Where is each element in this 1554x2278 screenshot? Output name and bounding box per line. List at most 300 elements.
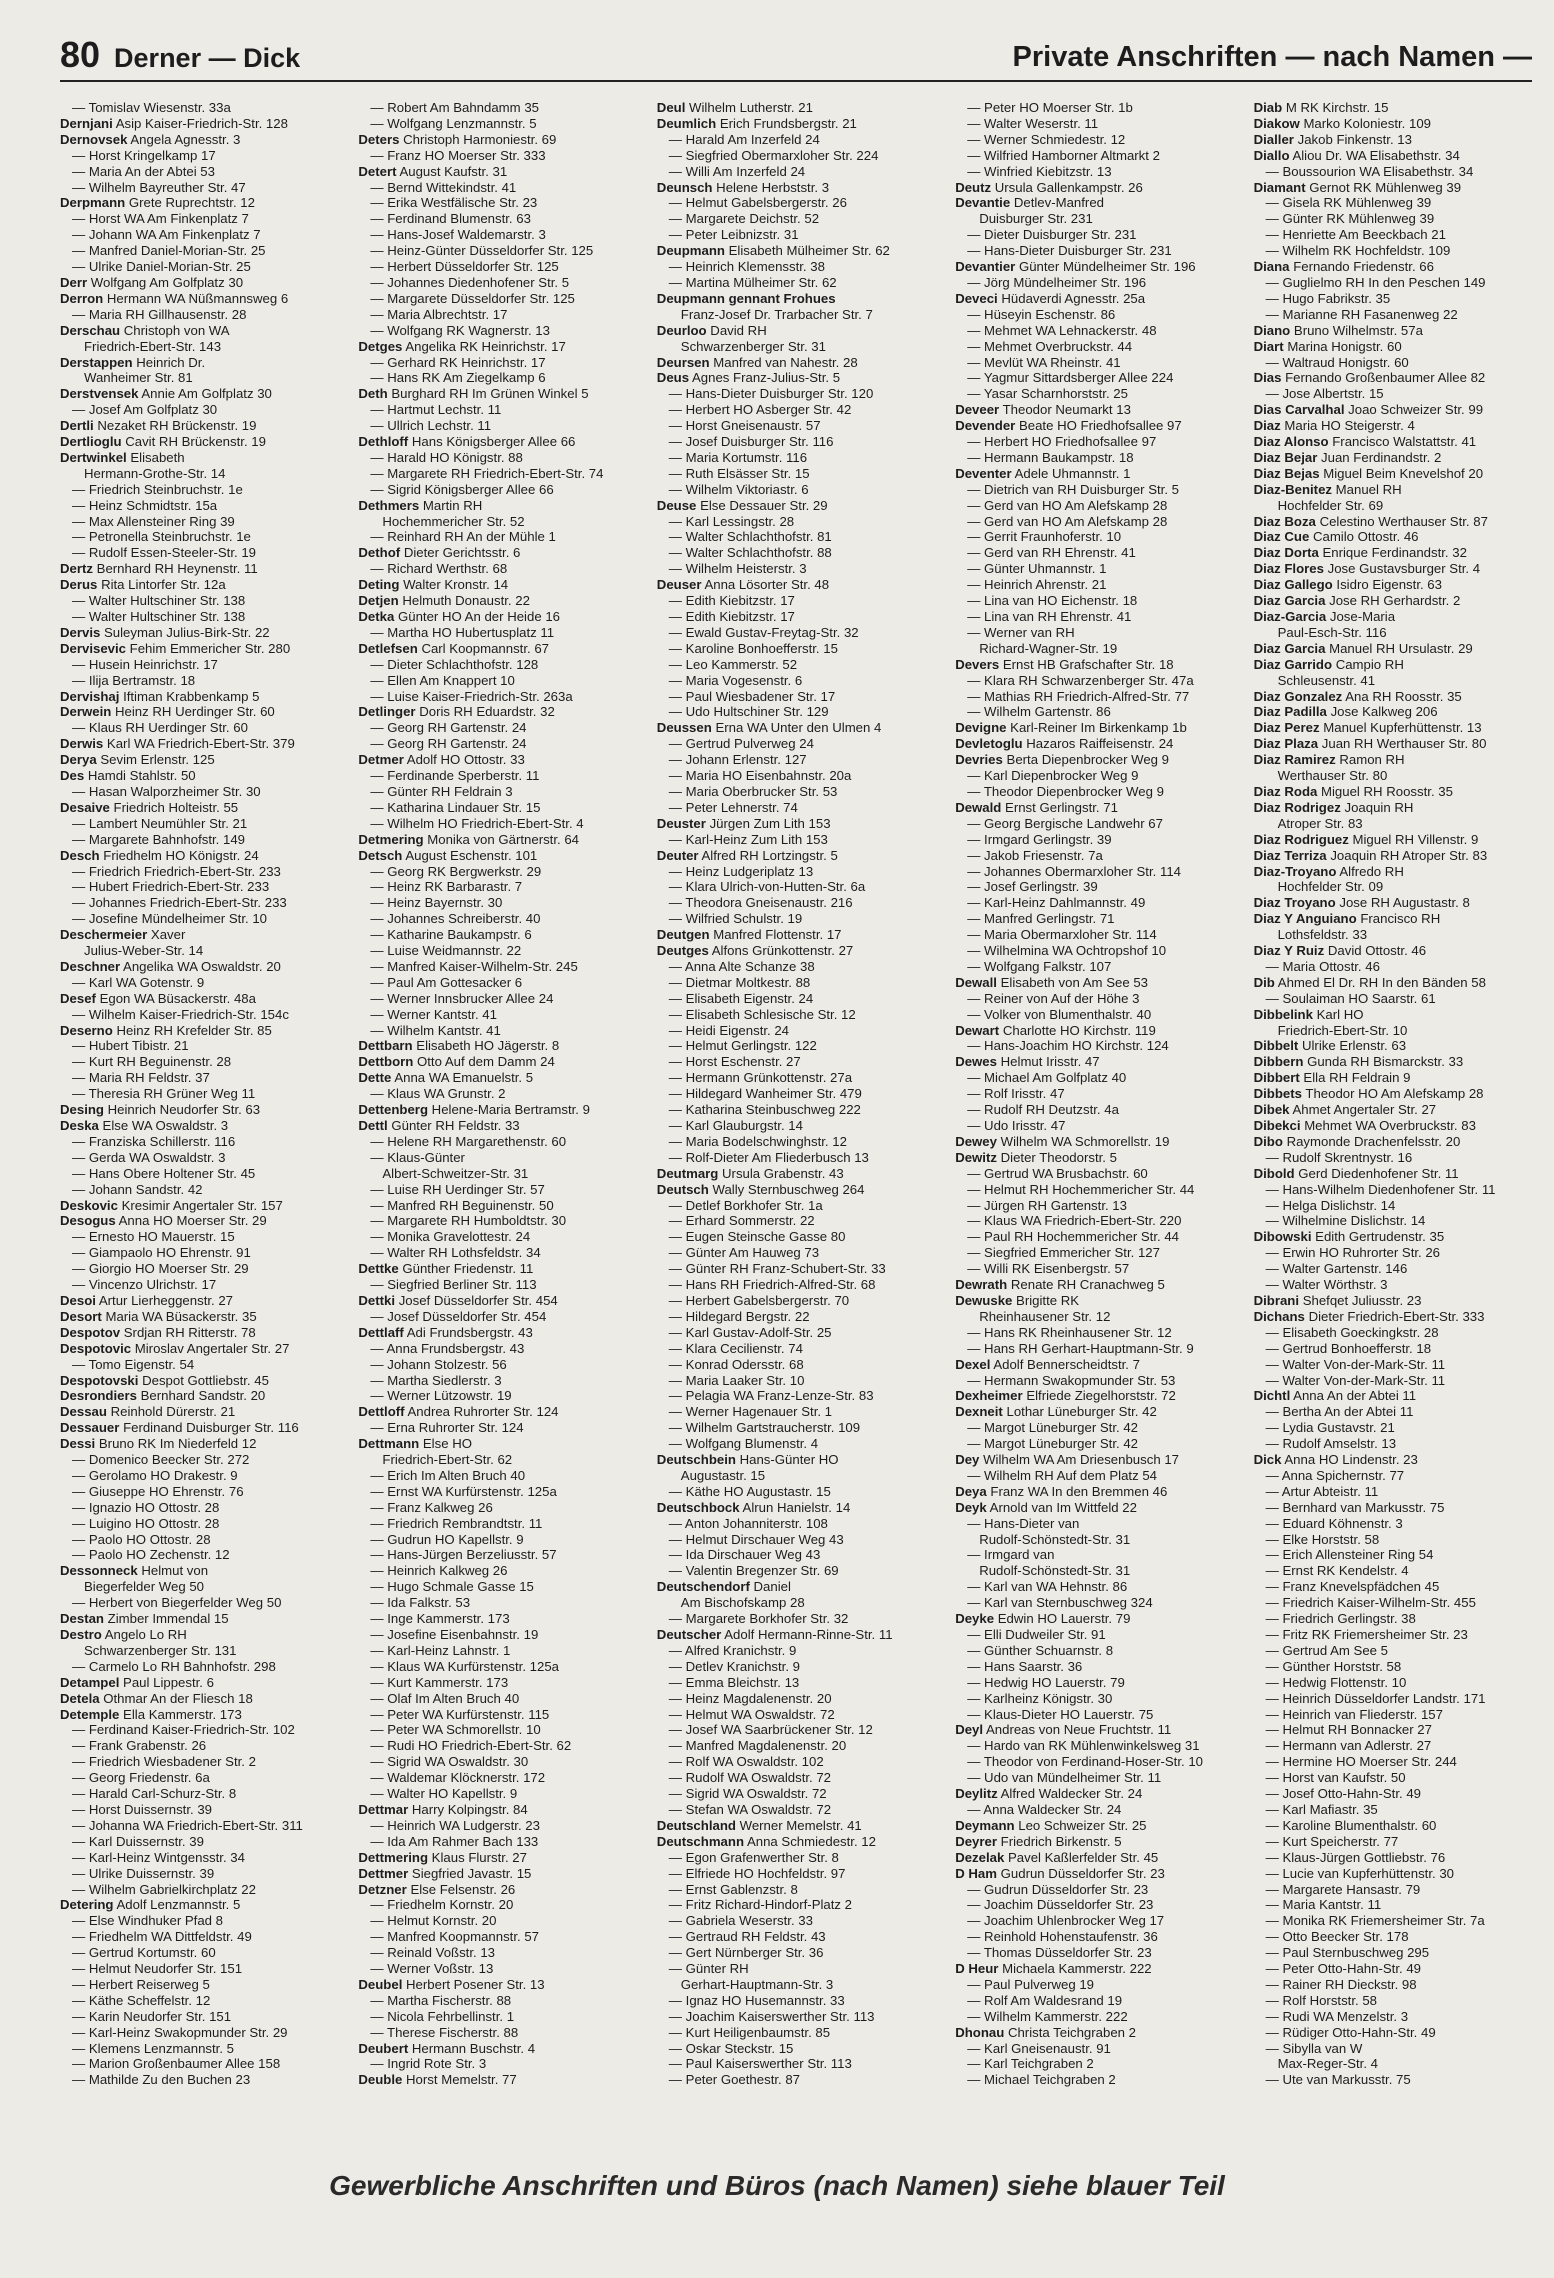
directory-entry (657, 100, 937, 116)
directory-entry: — Monika Gravelottestr. 24 (370, 1229, 531, 1245)
entry-details: Ulrike Erlenstr. 63 (1301, 1038, 1407, 1054)
directory-entry: — Josef Otto-Hahn-Str. 49 (1265, 1786, 1421, 1802)
directory-entry: — Hans-Dieter Duisburger Str. 231 (967, 243, 1172, 259)
directory-entry: — Ewald Gustav-Freytag-Str. 32 (668, 624, 859, 640)
directory-entry: — Reinald Voßstr. 13 (370, 1945, 496, 1961)
directory-entry (1254, 132, 1534, 148)
directory-entry (955, 657, 1235, 673)
directory-entry: — Peter WA Schmorellstr. 10 (370, 1722, 541, 1738)
directory-entry: — Peter HO Moerser Str. 1b (967, 100, 1133, 115)
entry-details: Grete Ruprechtstr. 12 (128, 195, 255, 211)
entry-details: Günter RK Mühlenweg 39 (1282, 211, 1435, 227)
entry-details: Else HO (422, 1436, 472, 1452)
entry-details: Angelika WA Oswaldstr. 20 (123, 958, 281, 974)
directory-entry: — Volker von Blumenthalstr. 40 (967, 1006, 1152, 1022)
entry-details: Peter HO Moerser Str. 1b (984, 100, 1133, 115)
directory-entry (955, 1404, 1235, 1420)
entry-details: Gabriela Weserstr. 33 (685, 1913, 813, 1929)
entry-details: Klemens Lenzmannstr. 5 (88, 2040, 234, 2056)
directory-entry: — Karl Gneisenaustr. 91 (967, 2040, 1111, 2056)
directory-entry: — Friedhelm WA Dittfeldstr. 49 (72, 1929, 252, 1945)
entry-details: Günther Schuarnstr. 8 (984, 1642, 1114, 1658)
entry-details: Hans RH Gerhart-Hauptmann-Str. 9 (984, 1340, 1194, 1356)
entry-details: Annie Am Golfplatz 30 (141, 386, 272, 402)
directory-entry: — Gert Nürnberger Str. 36 (668, 1945, 824, 1961)
entry-details: Olaf Im Alten Bruch 40 (387, 1690, 520, 1706)
entry-details: Johannes Friedrich-Ebert-Str. 233 (88, 895, 287, 911)
directory-entry: — Waltraud Honigstr. 60 (1265, 354, 1409, 370)
entry-details: Rolf Irisstr. 47 (984, 1086, 1065, 1102)
entry-continuation: Schleusenstr. 41 (1277, 672, 1376, 688)
entry-details: Else Windhuker Pfad 8 (88, 1913, 224, 1929)
entry-details: Eduard Köhnenstr. 3 (1282, 1515, 1403, 1531)
directory-entry (358, 1850, 638, 1866)
entry-details: Walter Hultschiner Str. 138 (88, 609, 246, 624)
entry-continuation: Friedrich-Ebert-Str. 10 (1277, 1022, 1408, 1038)
directory-entry: — Walter Von-der-Mark-Str. 11 (1265, 1372, 1446, 1388)
entry-details: Katharina Lindauer Str. 15 (387, 799, 541, 815)
directory-entry (955, 211, 1235, 227)
directory-entry (657, 1595, 937, 1611)
directory-entry (657, 243, 937, 259)
directory-entry: — Anna Waldecker Str. 24 (967, 1801, 1122, 1817)
directory-entry (955, 1532, 1235, 1548)
directory-entry: — Olaf Im Alten Bruch 40 (370, 1690, 520, 1706)
directory-entry: — Gerrit Fraunhoferstr. 10 (967, 529, 1122, 545)
directory-entry (60, 1325, 340, 1341)
directory-entry (1254, 609, 1534, 625)
entry-details: Hermann Buschstr. 4 (411, 2040, 536, 2056)
entry-details: Marko Koloniestr. 109 (1303, 115, 1431, 131)
directory-entry: — Edith Kiebitzstr. 17 (668, 609, 795, 624)
entry-details: Detlev Kranichstr. 9 (685, 1658, 800, 1674)
directory-entry: — Ernst WA Kurfürstenstr. 125a (370, 1483, 557, 1499)
entry-details: Hugo Fabrikstr. 35 (1282, 290, 1391, 306)
directory-entry: — Bernhard van Markusstr. 75 (1265, 1499, 1445, 1515)
directory-entry: — Georg RH Gartenstr. 24 (370, 720, 527, 736)
entry-details: Heinrich WA Ludgerstr. 23 (387, 1817, 540, 1833)
directory-entry (1254, 370, 1534, 386)
entry-details: Elfriede HO Hochfeldstr. 97 (685, 1865, 846, 1881)
directory-entry: — Helmut Gabelsbergerstr. 26 (668, 195, 847, 211)
entry-details: Günter RH Feldrain 3 (387, 783, 513, 799)
directory-entry: — Heinz RK Barbarastr. 7 (370, 879, 523, 895)
entry-continuation: Hermann-Grothe-Str. 14 (84, 465, 226, 481)
directory-entry (955, 195, 1235, 211)
entry-details: Bertha An der Abtei 11 (1282, 1404, 1414, 1420)
directory-entry (358, 386, 638, 402)
directory-entry (657, 323, 937, 339)
entry-surname: Dewald (955, 799, 1002, 815)
directory-entry: — Werner Schmiedestr. 12 (967, 131, 1126, 147)
entry-surname: Dertlioglu (60, 434, 122, 450)
entry-details: Karoline Blumenthalstr. 60 (1282, 1817, 1437, 1833)
entry-details: Klaus WA Kurfürstenstr. 125a (387, 1658, 560, 1674)
entry-surname: Destan (60, 1611, 104, 1627)
entry-details: Helmut Kornstr. 20 (387, 1913, 497, 1929)
entry-details: Josef Otto-Hahn-Str. 49 (1282, 1786, 1421, 1802)
directory-entry: — Werner Innsbrucker Allee 24 (370, 990, 554, 1006)
entry-details: Angelika RK Heinrichstr. 17 (405, 338, 566, 354)
entry-surname: Dervishaj (60, 688, 120, 704)
entry-details: Monika RK Friemersheimer Str. 7a (1282, 1913, 1485, 1929)
entry-continuation: Hochfelder Str. 09 (1277, 879, 1384, 895)
entry-details: Walter HO Kapellstr. 9 (387, 1786, 518, 1802)
entry-details: Hans-Dieter van (984, 1515, 1080, 1531)
directory-entry: — Wilhelm Gartstraucherstr. 109 (668, 1420, 861, 1436)
entry-surname: Deuble (358, 2072, 403, 2088)
entry-details: Arnold van Im Wittfeld 22 (989, 1499, 1137, 1515)
directory-entry: — Mathias RH Friedrich-Alfred-Str. 77 (967, 688, 1190, 704)
entry-details: Gerolamo HO Drakestr. 9 (88, 1467, 238, 1483)
entry-surname: Dette (358, 1070, 392, 1086)
entry-details: Mathias RH Friedrich-Alfred-Str. 77 (984, 688, 1190, 704)
directory-entry: — Hardo van RK Mühlenwinkelsweg 31 (967, 1738, 1200, 1754)
entry-details: Dieter Schlachthofstr. 128 (387, 656, 539, 672)
entry-surname: Diamant (1253, 179, 1306, 195)
entry-surname: Deutmarg (656, 1165, 719, 1181)
directory-entry: — Paul Kaiserswerther Str. 113 (668, 2056, 852, 2072)
entry-details: Valentin Bregenzer Str. 69 (685, 1563, 839, 1579)
entry-details: Ernst RK Kendelstr. 4 (1282, 1563, 1409, 1579)
entry-continuation: Biegerfelder Weg 50 (84, 1579, 204, 1595)
entry-surname: Deus (656, 370, 690, 386)
directory-entry: — Ullrich Lechstr. 11 (370, 418, 492, 434)
entry-details: Helmut Neudorfer Str. 151 (88, 1961, 243, 1977)
entry-details: Karl WA Friedrich-Ebert-Str. 379 (106, 736, 295, 752)
directory-entry (1254, 498, 1534, 514)
entry-surname: Devigne (955, 720, 1007, 736)
entry-details: Ernesto HO Mauerstr. 15 (88, 1229, 235, 1245)
entry-details: Othmar An der Fliesch 18 (103, 1690, 253, 1706)
entry-surname: Derpmann (60, 195, 126, 211)
entry-details: Werner Kantstr. 41 (387, 1006, 497, 1022)
directory-entry: — Hans RH Gerhart-Hauptmann-Str. 9 (967, 1340, 1194, 1356)
entry-details: Ellen Am Knappert 10 (387, 672, 515, 688)
entry-details: Herbert von Biegerfelder Weg 50 (88, 1595, 282, 1611)
entry-details: Gerd Diedenhofener Str. 11 (1298, 1165, 1459, 1181)
directory-entry: — Rudi WA Menzelstr. 3 (1265, 2008, 1409, 2024)
entry-details: Gerd van HO Am Alefskamp 28 (984, 497, 1168, 513)
entry-details: Ursula Gallenkampstr. 26 (994, 179, 1143, 195)
entry-details: Yasar Scharnhorststr. 25 (983, 386, 1128, 402)
entry-details: Paul Lippestr. 6 (123, 1674, 214, 1690)
directory-entry: — Gerd van HO Am Alefskamp 28 (967, 497, 1168, 513)
entry-surname: Deutscher (656, 1627, 722, 1642)
entry-details: Helmut WA Oswaldstr. 72 (685, 1706, 835, 1722)
directory-entry: — Hüseyin Eschenstr. 86 (967, 306, 1116, 322)
directory-entry: — Herbert HO Asberger Str. 42 (668, 402, 852, 418)
entry-details: Karl Lessingstr. 28 (685, 513, 795, 529)
directory-entry (657, 1818, 937, 1834)
entry-details: Martina Mülheimer Str. 62 (685, 274, 837, 290)
entry-details: Johann WA Am Finkenplatz 7 (88, 227, 261, 243)
directory-entry: — Paul RH Hochemmericher Str. 44 (967, 1229, 1179, 1245)
directory-entry (60, 768, 340, 784)
entry-details: Wilhelm Gartstraucherstr. 109 (685, 1420, 861, 1436)
entry-details: Elisabeth Mülheimer Str. 62 (728, 243, 890, 259)
entry-surname: Diaz Garrido (1253, 656, 1333, 672)
directory-entry: — Hans-Dieter van (967, 1515, 1080, 1531)
directory-entry: — Karl Teichgraben 2 (967, 2056, 1094, 2072)
entry-details: Mehmet Overbruckstr. 44 (984, 338, 1133, 354)
directory-entry: — Hans Saarstr. 36 (967, 1658, 1083, 1674)
directory-entry: — Jürgen RH Gartenstr. 13 (967, 1197, 1127, 1213)
directory-entry: — Alfred Kranichstr. 9 (668, 1642, 797, 1658)
directory-entry (955, 1850, 1235, 1866)
entry-details: Juan RH Werthauser Str. 80 (1321, 736, 1487, 752)
directory-entry (657, 291, 937, 307)
entry-details: Hans Saarstr. 36 (984, 1658, 1083, 1674)
directory-entry: — Vincenzo Ulrichstr. 17 (72, 1277, 217, 1293)
directory-entry: — Karl Lessingstr. 28 (668, 513, 795, 529)
directory-entry: — Paolo HO Zechenstr. 12 (72, 1547, 230, 1563)
entry-details: Luise RH Uerdinger Str. 57 (387, 1181, 545, 1197)
entry-continuation: Franz-Josef Dr. Trarbacher Str. 7 (680, 306, 873, 322)
entry-details: Wolfgang Blumenstr. 4 (685, 1436, 819, 1452)
entry-details: Josef Am Golfplatz 30 (88, 402, 218, 418)
directory-entry (1254, 1023, 1534, 1039)
directory-entry: — Hans-Wilhelm Diedenhofener Str. 11 (1265, 1181, 1496, 1197)
directory-entry: — Klaus WA Kurfürstenstr. 125a (370, 1658, 560, 1674)
entry-details: Rudi HO Friedrich-Ebert-Str. 62 (387, 1738, 572, 1754)
entry-details: Edith Kiebitzstr. 17 (685, 593, 795, 609)
directory-entry (657, 116, 937, 132)
directory-entry: — Margarete Düsseldorfer Str. 125 (370, 290, 575, 306)
entry-details: Beate HO Friedhofsallee 97 (1018, 418, 1182, 434)
entry-details: Ernst Gerlingstr. 71 (1005, 799, 1118, 815)
entry-details: Wilhelm Kantstr. 41 (387, 1022, 501, 1038)
entry-details: Katharine Baukampstr. 6 (387, 927, 532, 943)
directory-entry: — Karl WA Gotenstr. 9 (72, 974, 205, 990)
entry-details: Günter RH Feldstr. 33 (391, 1118, 520, 1133)
entry-details: Karl Gneisenaustr. 91 (984, 2040, 1111, 2056)
entry-details: Klaus RH Uerdinger Str. 60 (88, 720, 248, 736)
directory-entry: — Jörg Mündelheimer Str. 196 (967, 274, 1147, 290)
directory-entry (60, 1102, 340, 1118)
entry-details: Reinhard RH An der Mühle 1 (387, 529, 556, 545)
entry-surname: Dewuske (955, 1292, 1013, 1308)
entry-details: Pelagia WA Franz-Lenze-Str. 83 (685, 1388, 874, 1404)
directory-entry (60, 1707, 340, 1723)
entry-details: Helene Herbststr. 3 (716, 179, 830, 195)
entry-details: Hugo Schmale Gasse 15 (387, 1579, 534, 1595)
entry-details: Käthe Scheffelstr. 12 (88, 1992, 211, 2008)
entry-surname: Deuser (656, 577, 702, 593)
entry-details: Harald Am Inzerfeld 24 (685, 131, 820, 147)
entry-details: Hans RK Rheinhausener Str. 12 (984, 1324, 1172, 1340)
directory-entry: — Giorgio HO Moerser Str. 29 (72, 1261, 249, 1277)
directory-entry (1254, 2056, 1534, 2072)
directory-entry: — Klaus-Günter (370, 1149, 465, 1165)
entry-details: Heinrich Düsseldorfer Landstr. 171 (1282, 1690, 1486, 1706)
directory-entry (60, 736, 340, 752)
entry-details: Yagmur Sittardsberger Allee 224 (983, 370, 1174, 386)
directory-entry: — Wilhelm Kantstr. 41 (370, 1022, 501, 1038)
directory-entry (657, 355, 937, 371)
entry-details: Walter Wörthstr. 3 (1282, 1277, 1388, 1293)
directory-entry (955, 1818, 1235, 1834)
entry-details: David RH (710, 322, 767, 338)
entry-details: Josefine Mündelheimer Str. 10 (88, 911, 267, 927)
directory-entry: — Walter RH Lothsfeldstr. 34 (370, 1245, 541, 1261)
directory-entry (60, 1675, 340, 1691)
directory-entry: — Heinz Bayernstr. 30 (370, 895, 503, 911)
entry-details: Maria Bodelschwinghstr. 12 (685, 1133, 847, 1149)
entry-details: Rudolf Essen-Steeler-Str. 19 (88, 545, 256, 561)
entry-details: Ernst WA Kurfürstenstr. 125a (387, 1483, 557, 1499)
entry-details: Frank Grabenstr. 26 (88, 1738, 207, 1754)
entry-details: Kurt RH Beguinenstr. 28 (88, 1054, 232, 1070)
directory-entry: — Günther Horststr. 58 (1265, 1658, 1402, 1674)
directory-entry: — Manfred Kaiser-Wilhelm-Str. 245 (370, 958, 578, 974)
entry-details: Tomislav Wiesenstr. 33a (88, 100, 231, 115)
directory-entry: — Herbert Düsseldorfer Str. 125 (370, 259, 559, 275)
entry-surname: Deserno (60, 1022, 113, 1038)
entry-continuation: Paul-Esch-Str. 116 (1277, 624, 1387, 640)
entry-surname: Dettloff (358, 1404, 405, 1420)
entry-surname: Diaz Roda (1253, 783, 1318, 799)
directory-entry: — Wolfgang Blumenstr. 4 (668, 1436, 819, 1452)
directory-entry: — Horst Eschenstr. 27 (668, 1054, 801, 1070)
directory-entry (657, 1182, 937, 1198)
entry-surname: Deutschbock (656, 1499, 740, 1515)
directory-entry (358, 704, 638, 720)
directory-entry (60, 1213, 340, 1229)
directory-entry (1254, 736, 1534, 752)
entry-surname: Devantie (955, 195, 1011, 211)
entry-details: Burghard RH Im Grünen Winkel 5 (391, 386, 589, 402)
entry-details: Manfred van Nahestr. 28 (713, 354, 858, 370)
directory-entry: — Walter Weserstr. 11 (967, 115, 1099, 131)
entry-details: Waltraud Honigstr. 60 (1282, 354, 1409, 370)
directory-entry (657, 1166, 937, 1182)
entry-details: Monika Gravelottestr. 24 (387, 1229, 531, 1245)
directory-entry (60, 466, 340, 482)
directory-entry (1254, 529, 1534, 545)
entry-details: Mehmet WA Lehnackerstr. 48 (984, 322, 1157, 338)
entry-details: Paolo HO Zechenstr. 12 (88, 1547, 230, 1563)
directory-entry: — Maria Kantstr. 11 (1265, 1897, 1382, 1913)
entry-details: Wolfgang Am Golfplatz 30 (90, 274, 244, 290)
directory-entry (60, 1388, 340, 1404)
directory-entry: — Ernesto HO Mauerstr. 15 (72, 1229, 235, 1245)
directory-entry: — Günter RH Franz-Schubert-Str. 33 (668, 1261, 886, 1277)
directory-entry: — Josefine Eisenbahnstr. 19 (370, 1627, 539, 1642)
entry-details: Nezaket RH Brückenstr. 19 (97, 418, 257, 434)
directory-entry (1254, 673, 1534, 689)
directory-entry: — Peter WA Kurfürstenstr. 115 (370, 1706, 550, 1722)
entry-details: Anna Spichernstr. 77 (1281, 1467, 1405, 1483)
entry-details: Luise Weidmannstr. 22 (387, 943, 522, 959)
directory-entry (1254, 1166, 1534, 1182)
entry-details: Paul Kaiserswerther Str. 113 (685, 2056, 852, 2072)
entry-surname: Dibekci (1253, 1118, 1301, 1133)
entry-details: Herbert Düsseldorfer Str. 125 (387, 259, 559, 275)
entry-details: Willi Am Inzerfeld 24 (685, 163, 806, 179)
directory-entry: — Gudrun Düsseldorfer Str. 23 (967, 1881, 1149, 1897)
directory-entry: — Hugo Schmale Gasse 15 (370, 1579, 534, 1595)
directory-entry: — Hans RK Am Ziegelkamp 6 (370, 370, 546, 386)
entry-details: Walter Von-der-Mark-Str. 11 (1282, 1356, 1446, 1372)
directory-entry: — Heinz Ludgeriplatz 13 (668, 863, 814, 879)
directory-entry: — Hugo Fabrikstr. 35 (1265, 290, 1391, 306)
entry-details: Gertrud Kortumstr. 60 (88, 1945, 216, 1961)
directory-entry (955, 1484, 1235, 1500)
entry-details: Martha Fischerstr. 88 (387, 1992, 512, 2008)
directory-entry: — Maria Obermarxloher Str. 114 (967, 927, 1157, 943)
entry-details: Gertrud Bonhoefferstr. 18 (1282, 1340, 1432, 1356)
entry-details: Friedrich Wiesbadener Str. 2 (88, 1754, 256, 1770)
directory-entry: — Karl van WA Hehnstr. 86 (967, 1579, 1128, 1595)
entry-details: Erhard Sommerstr. 22 (685, 1213, 815, 1229)
directory-entry: — Elfriede HO Hochfeldstr. 97 (668, 1865, 846, 1881)
entry-details: Manfred RH Beguinenstr. 50 (387, 1197, 554, 1213)
directory-entry: — Sigrid Königsberger Allee 66 (370, 481, 554, 497)
entry-details: Dietmar Moltkestr. 88 (685, 974, 811, 990)
directory-entry: — Hermann van Adlerstr. 27 (1265, 1738, 1432, 1754)
entry-details: Peter Leibnizstr. 31 (685, 227, 799, 243)
directory-entry: — Dieter Duisburger Str. 231 (967, 227, 1137, 243)
directory-entry (60, 1198, 340, 1214)
entry-details: Margarete RH Friedrich-Ebert-Str. 74 (387, 465, 604, 481)
entry-details: Carmelo Lo RH Bahnhofstr. 298 (88, 1658, 276, 1674)
directory-entry: — Horst Duissernstr. 39 (72, 1801, 212, 1817)
entry-surname: Diakow (1253, 115, 1300, 131)
directory-entry: — Lydia Gustavstr. 21 (1265, 1420, 1395, 1436)
entry-details: Ida Dirschauer Weg 43 (685, 1547, 821, 1563)
directory-entry (358, 1802, 638, 1818)
entry-details: Ferdinand Kaiser-Friedrich-Str. 102 (88, 1722, 295, 1738)
entry-details: Dieter Friedrich-Ebert-Str. 333 (1308, 1308, 1485, 1324)
directory-entry: — Walter Schlachthofstr. 81 (668, 529, 832, 545)
entry-surname: Dernjani (60, 115, 113, 131)
entry-surname: Diana (1253, 259, 1290, 275)
directory-entry: — Johann Sandstr. 42 (72, 1181, 203, 1197)
entry-details: Helmut RH Hochemmericher Str. 44 (984, 1181, 1195, 1197)
entry-details: Martha HO Hubertusplatz 11 (387, 624, 555, 640)
entry-surname: Dettmer (358, 1865, 409, 1881)
directory-entry: — Friedrich Kaiser-Wilhelm-Str. 455 (1265, 1595, 1476, 1611)
entry-details: Günter RH Franz-Schubert-Str. 33 (685, 1261, 886, 1277)
entry-surname: Deutschendorf (656, 1579, 750, 1595)
entry-details: Alrun Hanielstr. 14 (742, 1499, 851, 1515)
directory-entry (955, 466, 1235, 482)
directory-entry (657, 943, 937, 959)
entry-surname: Dibo (1253, 1133, 1283, 1149)
directory-entry: — Kurt Heiligenbaumstr. 85 (668, 2024, 831, 2040)
entry-details: Egon Grafenwerther Str. 8 (685, 1849, 839, 1865)
entry-details: Thomas Düsseldorfer Str. 23 (983, 1945, 1152, 1961)
directory-entry (955, 402, 1235, 418)
entry-details: Maria HO Eisenbahnstr. 20a (685, 768, 852, 784)
directory-entry (358, 1102, 638, 1118)
directory-entry (60, 752, 340, 768)
entry-details: Werner Hagenauer Str. 1 (685, 1404, 833, 1420)
entry-details: Margarete Hansastr. 79 (1282, 1881, 1421, 1897)
entry-details: Jose Albertstr. 15 (1282, 386, 1384, 402)
directory-entry: — Wilhelm HO Friedrich-Ebert-Str. 4 (370, 815, 584, 831)
entry-details: Anna HO Lindenstr. 23 (1284, 1452, 1418, 1468)
directory-entry: — Oskar Steckstr. 15 (668, 2040, 794, 2056)
entry-details: Günter Uhmannstr. 1 (984, 561, 1107, 577)
entry-details: Günter Mündelheimer Str. 196 (1018, 259, 1196, 275)
directory-entry: — Bertha An der Abtei 11 (1265, 1404, 1414, 1420)
directory-entry (657, 816, 937, 832)
directory-entry: — Elisabeth Eigenstr. 24 (668, 990, 814, 1006)
entry-details: Günther Horststr. 58 (1282, 1658, 1402, 1674)
directory-entry (358, 1070, 638, 1086)
